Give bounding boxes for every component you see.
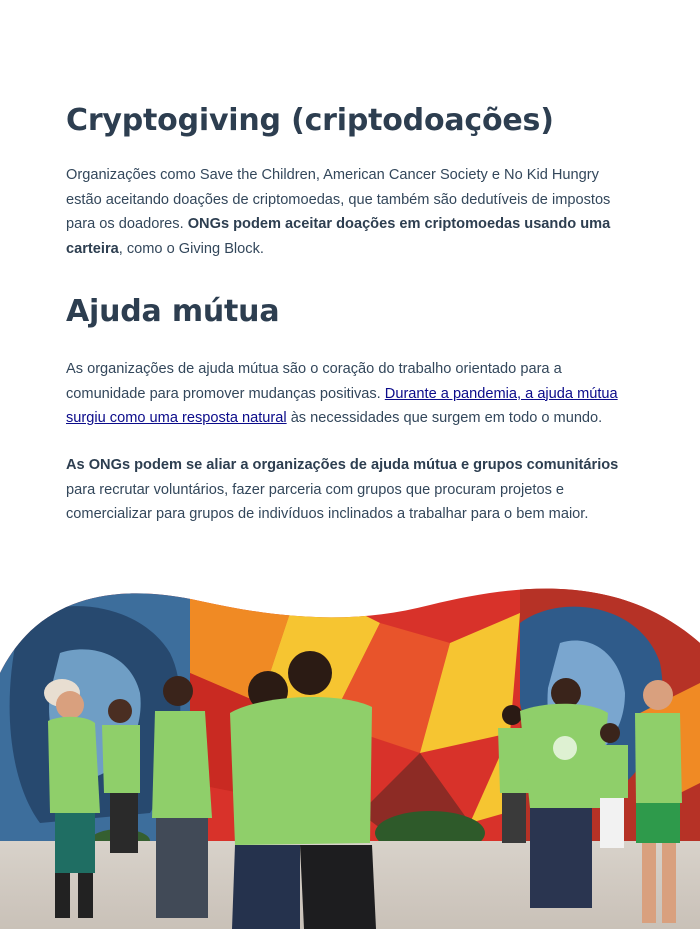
section-title-cryptogiving: Cryptogiving (criptodoações) — [66, 103, 554, 138]
volunteers-photo — [0, 583, 700, 929]
paragraph-bold: ONGs podem aceitar doações em criptomoedas usando uma carteira — [66, 216, 611, 257]
volunteers-photo-illustration — [0, 583, 700, 929]
paragraph-cryptogiving — [66, 163, 636, 261]
paragraph-bold: As ONGs podem se aliar a organizações de ajuda mútua e grupos comunitários — [66, 457, 619, 473]
paragraph-tail: para recrutar voluntários, fazer parceria com grupos que procuram projetos e comercializar para grupos de indivíduos inclinados a trabalhar para o bem maior. — [66, 481, 589, 522]
paragraph-ongs-alliance — [66, 453, 636, 527]
paragraph-tail: , como o Giving Block. — [118, 240, 264, 257]
pandemic-mutual-aid-link[interactable]: Durante a pandemia, a ajuda mútua surgiu como uma resposta natural — [66, 385, 618, 426]
paragraph-ajuda-mutua — [66, 357, 636, 431]
paragraph-text: As organizações de ajuda mútua são o coração do trabalho orientado para a comunidade para promover mudanças positivas. — [66, 361, 562, 402]
paragraph-text: Organizações como Save the Children, American Cancer Society e No Kid Hungry estão aceitando doações de criptomoedas, que também são dedutíveis de impostos para os doadores. — [66, 167, 611, 232]
paragraph-tail: às necessidades que surgem em todo o mundo. — [286, 410, 603, 426]
section-title-ajuda-mutua: Ajuda mútua — [66, 294, 280, 329]
